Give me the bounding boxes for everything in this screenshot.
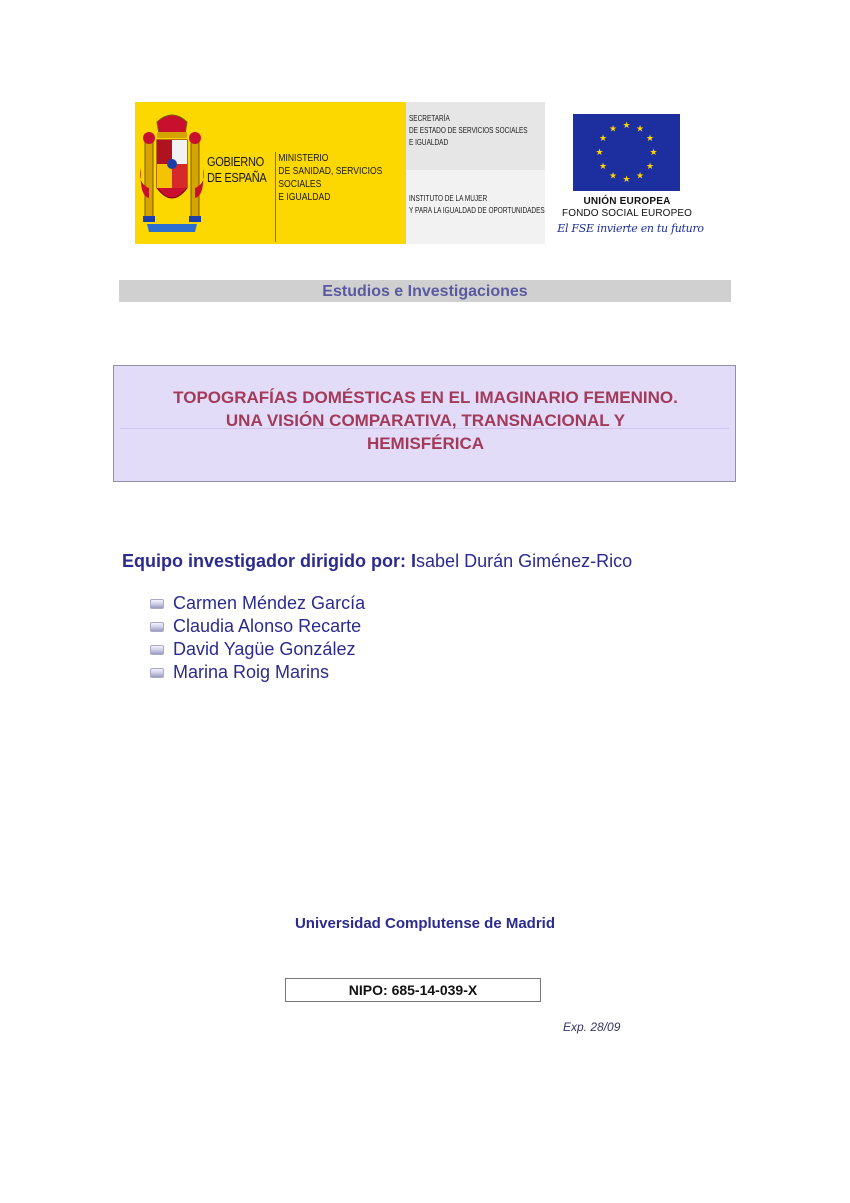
bullet-icon bbox=[150, 622, 164, 632]
bullet-icon bbox=[150, 668, 164, 678]
secretaria-panel bbox=[405, 102, 545, 244]
document-title-box bbox=[113, 365, 736, 482]
svg-text:★: ★ bbox=[645, 134, 655, 144]
director-name: sabel Durán Giménez-Rico bbox=[416, 551, 633, 571]
coat-of-arms-icon bbox=[139, 108, 205, 234]
bullet-icon bbox=[150, 599, 164, 609]
director-initial: I bbox=[411, 551, 417, 571]
svg-text:★: ★ bbox=[649, 148, 658, 158]
list-item: Marina Roig Marins bbox=[150, 661, 365, 684]
svg-text:★: ★ bbox=[608, 171, 618, 182]
team-members-list bbox=[150, 592, 365, 684]
gobierno-espana-logo bbox=[135, 102, 545, 244]
secretaria-text: SECRETARÍA DE ESTADO DE SERVICIOS SOCIALES E IGUALDAD bbox=[409, 113, 528, 147]
bullet-icon bbox=[150, 645, 164, 655]
list-item: David Yagüe González bbox=[150, 638, 365, 661]
eu-slogan: El FSE invierte en tu futuro bbox=[557, 222, 704, 235]
list-item: Carmen Méndez García bbox=[150, 592, 365, 615]
ministry-text: MINISTERIO DE SANIDAD, SERVICIOS SOCIALES E IGUALDAD bbox=[275, 152, 387, 242]
svg-text:★: ★ bbox=[595, 148, 604, 158]
eu-fund-label: FONDO SOCIAL EUROPEO bbox=[562, 208, 692, 219]
nipo-box: NIPO: 685-14-039-X bbox=[285, 978, 541, 1002]
svg-text:★: ★ bbox=[598, 134, 608, 144]
eu-flag-icon bbox=[573, 114, 680, 191]
svg-text:★: ★ bbox=[645, 162, 655, 172]
section-band bbox=[119, 280, 731, 302]
list-item: Claudia Alonso Recarte bbox=[150, 615, 365, 638]
document-title: TOPOGRAFÍAS DOMÉSTICAS EN EL IMAGINARIO FEMENINO. UNA VISIÓN COMPARATIVA, TRANSNACIONAL Y HEMISFÉRICA bbox=[173, 388, 678, 453]
instituto-text: INSTITUTO DE LA MUJER Y PARA LA IGUALDAD DE OPORTUNIDADES bbox=[409, 193, 545, 215]
university-name: Universidad Complutense de Madrid bbox=[294, 915, 556, 932]
svg-text:★: ★ bbox=[635, 124, 645, 135]
expediente-number: Exp. 28/09 bbox=[563, 1020, 621, 1034]
svg-text:★: ★ bbox=[622, 175, 631, 185]
svg-text:★: ★ bbox=[598, 162, 608, 172]
research-team-line bbox=[122, 551, 632, 572]
svg-text:★: ★ bbox=[622, 121, 631, 131]
svg-text:★: ★ bbox=[635, 171, 645, 182]
section-title: Estudios e Investigaciones bbox=[322, 283, 528, 300]
team-lead-label: Equipo investigador dirigido por: bbox=[122, 551, 406, 571]
svg-text:★: ★ bbox=[608, 124, 618, 135]
gov-name-text: GOBIERNO DE ESPAÑA bbox=[207, 154, 267, 185]
eu-union-label: UNIÓN EUROPEA bbox=[583, 196, 671, 207]
